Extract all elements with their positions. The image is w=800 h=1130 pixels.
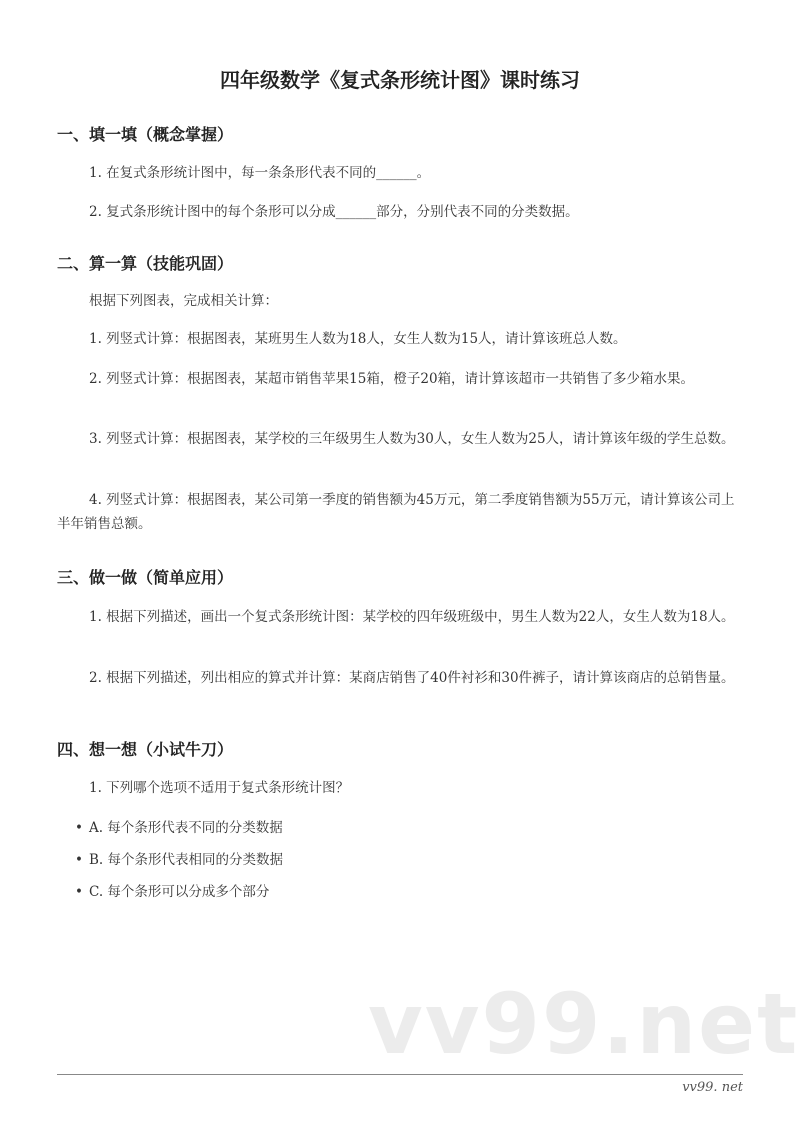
question: 4. 列竖式计算：根据图表，某公司第一季度的销售额为45万元，第二季度销售额为55万元，请计算该公司上半年销售总额。	[57, 492, 735, 532]
question: 1. 列竖式计算：根据图表，某班男生人数为18人，女生人数为15人，请计算该班总人数。	[89, 331, 627, 347]
page-title: 四年级数学《复式条形统计图》课时练习	[220, 68, 580, 92]
question: 3. 列竖式计算：根据图表，某学校的三年级男生人数为30人，女生人数为25人，请计算该年级的学生总数。	[89, 431, 735, 447]
option-b: • B. 每个条形代表相同的分类数据	[75, 848, 283, 872]
option-c: • C. 每个条形可以分成多个部分	[75, 880, 269, 904]
footer-text: vv99. net	[682, 1080, 743, 1095]
section-heading-2: 二、算一算（技能巩固）	[57, 254, 234, 273]
question: 2. 根据下列描述，列出相应的算式并计算：某商店销售了40件衬衫和30件裤子，请计算该商店的总销售量。	[89, 670, 735, 686]
question: 2. 列竖式计算：根据图表，某超市销售苹果15箱，橙子20箱，请计算该超市一共销售了多少箱水果。	[89, 371, 695, 387]
section-heading-4: 四、想一想（小试牛刀）	[57, 740, 234, 759]
question: 1. 在复式条形统计图中，每一条条形代表不同的______。	[89, 165, 431, 181]
option-a: • A. 每个条形代表不同的分类数据	[75, 816, 283, 840]
question: 1. 下列哪个选项不适用于复式条形统计图？	[89, 780, 350, 796]
section-heading-1: 一、填一填（概念掌握）	[57, 125, 234, 144]
watermark: vv99.net	[368, 975, 800, 1073]
question: 1. 根据下列描述，画出一个复式条形统计图：某学校的四年级班级中，男生人数为22人，女生人数为18人。	[89, 609, 735, 625]
footer-divider	[57, 1074, 743, 1075]
section-heading-3: 三、做一做（简单应用）	[57, 568, 234, 587]
section-intro: 根据下列图表，完成相关计算：	[89, 293, 278, 309]
question: 2. 复式条形统计图中的每个条形可以分成______部分，分别代表不同的分类数据。	[89, 204, 579, 220]
